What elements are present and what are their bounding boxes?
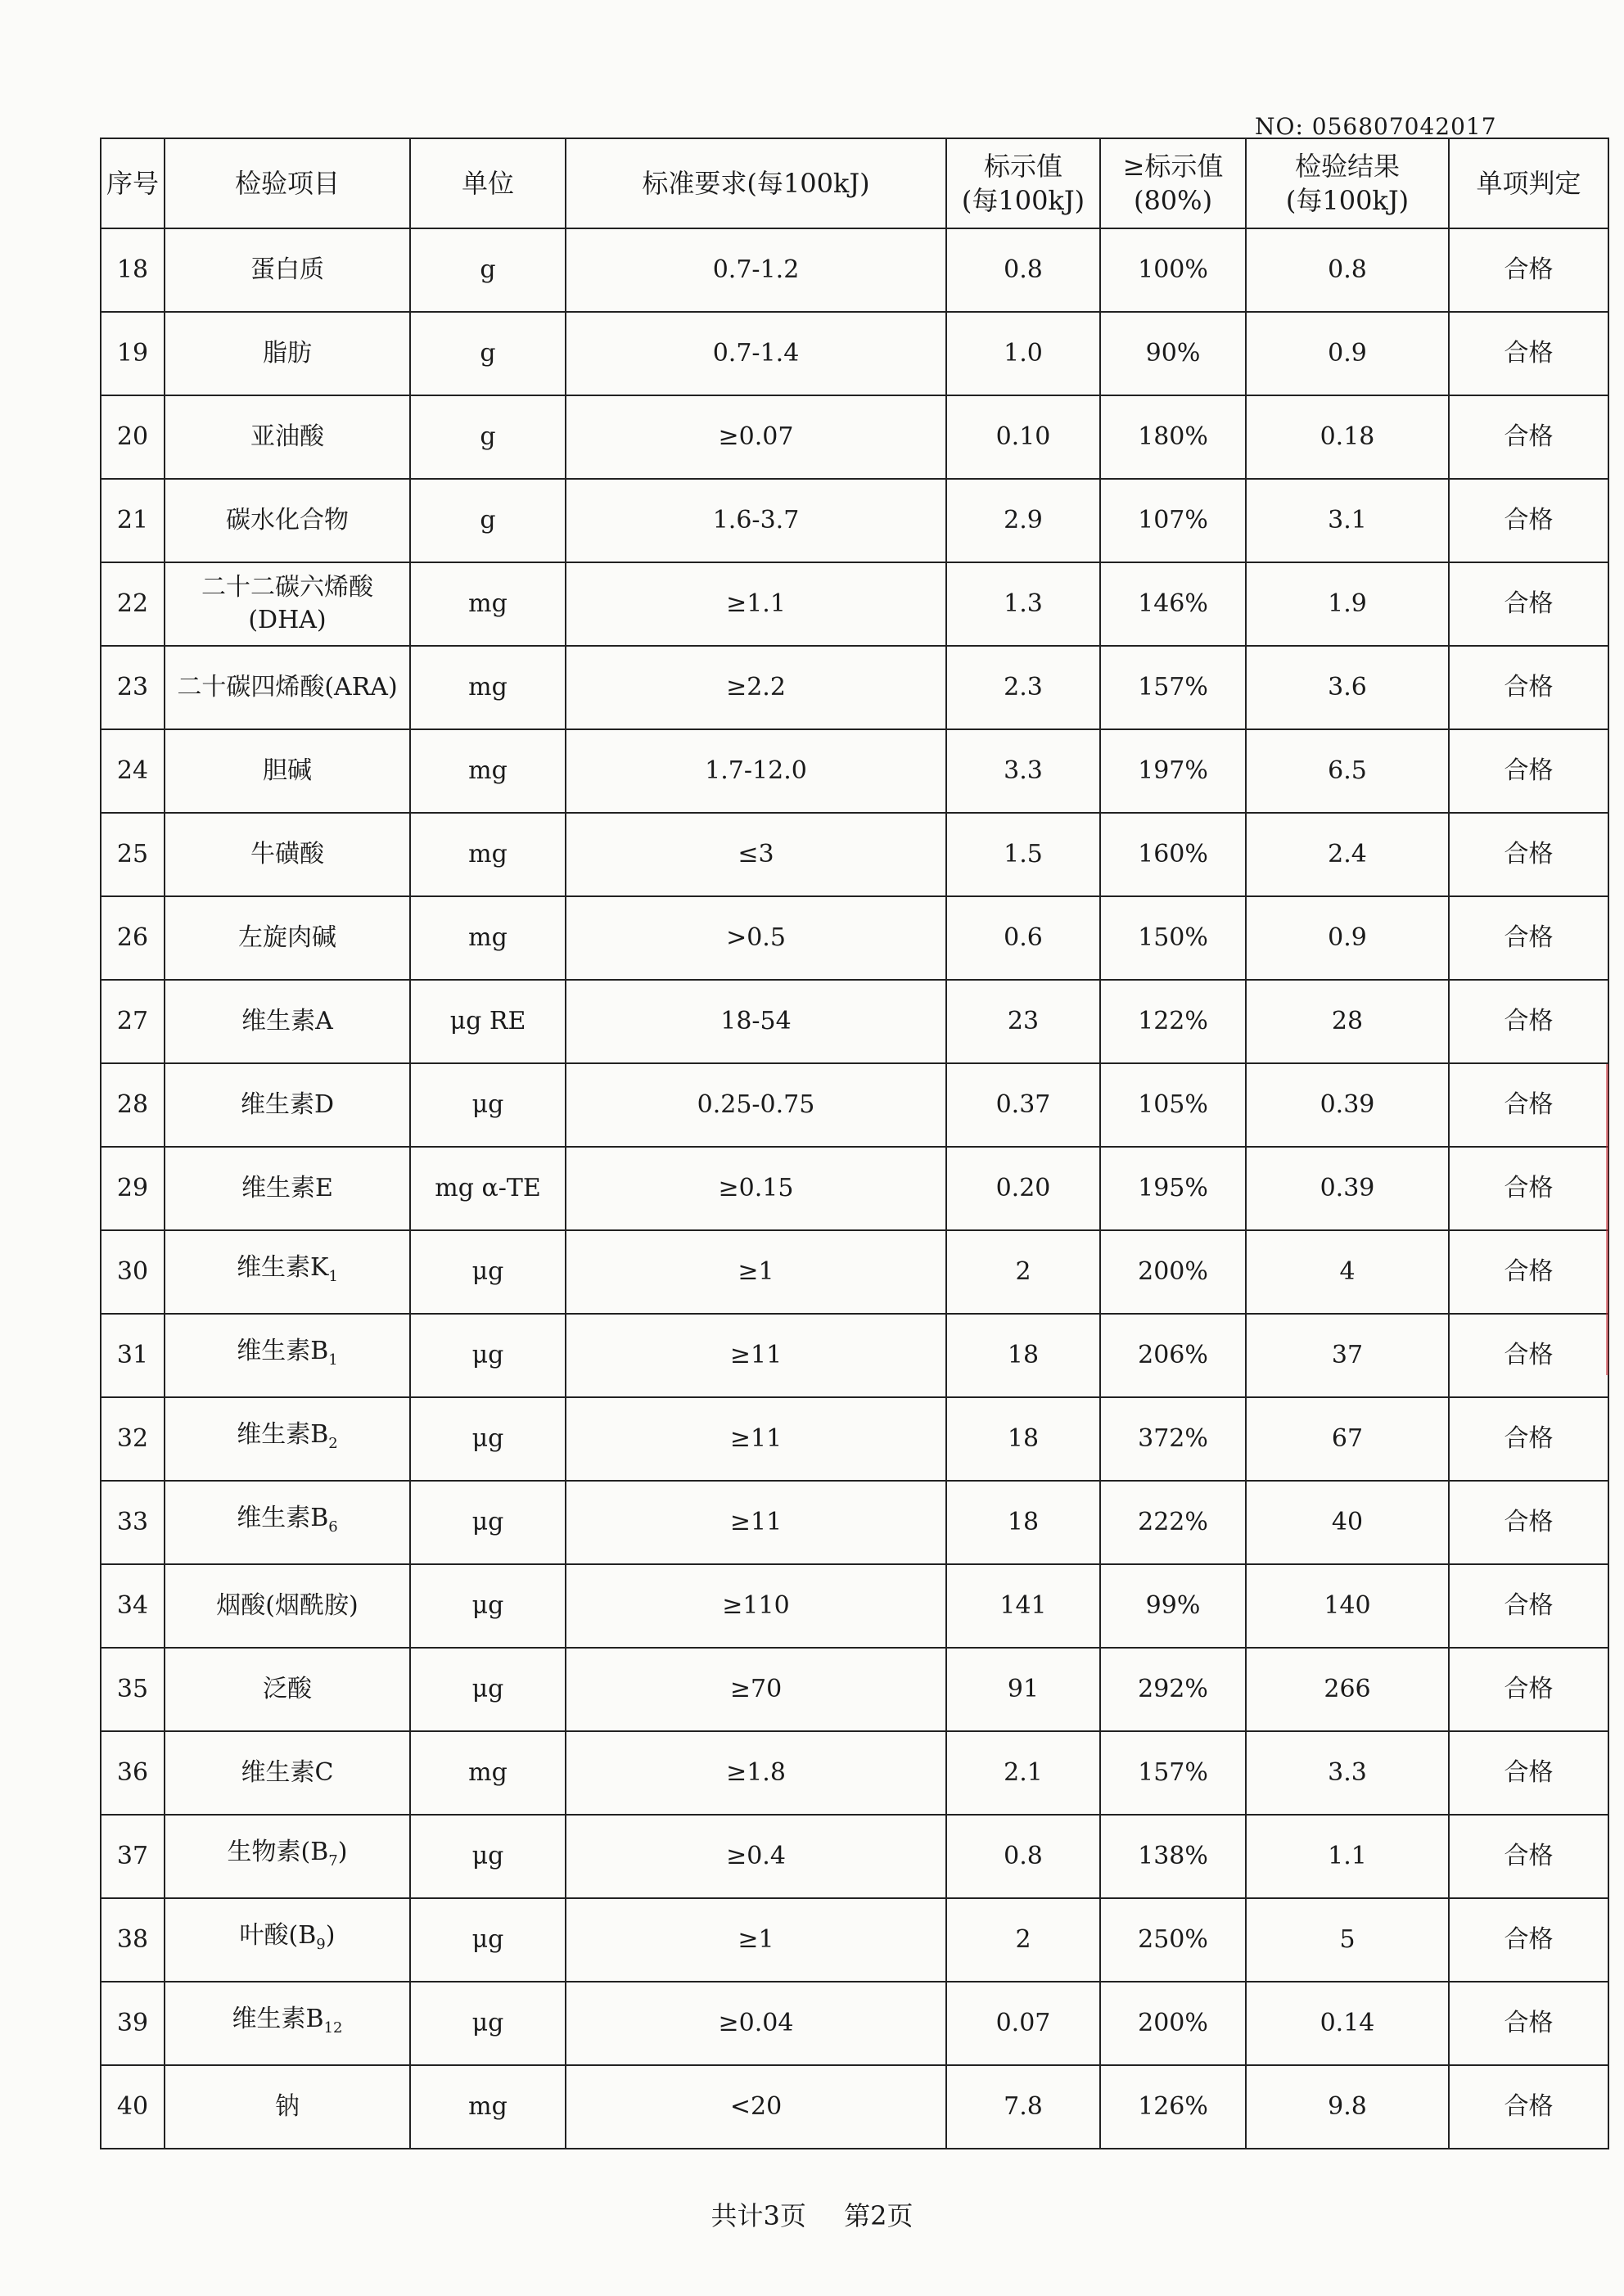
item-name: 维生素K <box>237 1252 329 1282</box>
cell-labeled-value: 3.3 <box>946 729 1100 813</box>
cell-result: 5 <box>1246 1898 1449 1982</box>
cell-standard: >0.5 <box>566 896 946 980</box>
cell-item <box>165 562 410 646</box>
cell-verdict: 合格 <box>1449 1731 1608 1815</box>
cell-standard: ≥1 <box>566 1898 946 1982</box>
item-name: 泛酸 <box>263 1675 312 1703</box>
cell-unit: μg <box>410 1063 566 1147</box>
table-row <box>101 729 1608 813</box>
header-standard: 标准要求(每100kJ) <box>566 138 946 228</box>
cell-standard: ≥11 <box>566 1397 946 1481</box>
cell-labeled-value: 18 <box>946 1314 1100 1397</box>
cell-seq: 33 <box>101 1481 165 1564</box>
item-name: 维生素B <box>237 1503 329 1532</box>
cell-seq: 30 <box>101 1230 165 1314</box>
cell-labeled-value: 0.20 <box>946 1147 1100 1230</box>
cell-ge-labeled-pct: 197% <box>1100 729 1246 813</box>
header-ge-labeled-line1: ≥标示值 <box>1122 151 1224 182</box>
header-seq: 序号 <box>101 138 165 228</box>
cell-verdict: 合格 <box>1449 813 1608 896</box>
cell-item <box>165 1648 410 1731</box>
cell-seq: 20 <box>101 395 165 479</box>
cell-ge-labeled-pct: 157% <box>1100 1731 1246 1815</box>
cell-verdict: 合格 <box>1449 1898 1608 1982</box>
cell-seq: 38 <box>101 1898 165 1982</box>
table-row <box>101 228 1608 312</box>
cell-seq: 29 <box>101 1147 165 1230</box>
cell-ge-labeled-pct: 200% <box>1100 1230 1246 1314</box>
cell-ge-labeled-pct: 200% <box>1100 1982 1246 2065</box>
cell-result: 0.9 <box>1246 312 1449 395</box>
table-row <box>101 1063 1608 1147</box>
cell-unit: μg <box>410 1982 566 2065</box>
item-subscript: 1 <box>328 1267 338 1285</box>
cell-verdict: 合格 <box>1449 729 1608 813</box>
item-name: 烟酸(烟酰胺) <box>216 1591 359 1620</box>
cell-seq: 28 <box>101 1063 165 1147</box>
cell-standard: ≥110 <box>566 1564 946 1648</box>
cell-unit: μg <box>410 1648 566 1731</box>
cell-seq: 40 <box>101 2065 165 2149</box>
cell-ge-labeled-pct: 157% <box>1100 646 1246 729</box>
cell-seq: 36 <box>101 1731 165 1815</box>
cell-item <box>165 1397 410 1481</box>
cell-ge-labeled-pct: 105% <box>1100 1063 1246 1147</box>
cell-item <box>165 395 410 479</box>
cell-standard: ≥0.07 <box>566 395 946 479</box>
cell-labeled-value: 2 <box>946 1898 1100 1982</box>
table-row <box>101 2065 1608 2149</box>
item-name: 叶酸(B <box>239 1920 317 1950</box>
inspection-table <box>100 138 1609 2149</box>
cell-labeled-value: 7.8 <box>946 2065 1100 2149</box>
item-name: 维生素E <box>241 1174 333 1202</box>
cell-verdict: 合格 <box>1449 1397 1608 1481</box>
cell-standard: ≥1 <box>566 1230 946 1314</box>
header-labeled-line1: 标示值 <box>983 151 1062 182</box>
cell-standard: ≥0.04 <box>566 1982 946 2065</box>
cell-labeled-value: 0.37 <box>946 1063 1100 1147</box>
cell-item <box>165 1314 410 1397</box>
cell-labeled-value: 1.5 <box>946 813 1100 896</box>
table-row <box>101 1982 1608 2065</box>
item-subscript: 1 <box>328 1351 338 1369</box>
cell-verdict: 合格 <box>1449 562 1608 646</box>
cell-item <box>165 1815 410 1898</box>
cell-result: 2.4 <box>1246 813 1449 896</box>
cell-seq: 39 <box>101 1982 165 2065</box>
cell-labeled-value: 2.3 <box>946 646 1100 729</box>
cell-result: 1.1 <box>1246 1815 1449 1898</box>
cell-item <box>165 1230 410 1314</box>
header-verdict: 单项判定 <box>1449 138 1608 228</box>
cell-seq: 22 <box>101 562 165 646</box>
cell-result: 3.1 <box>1246 479 1449 562</box>
cell-standard: ≥11 <box>566 1314 946 1397</box>
cell-result: 0.8 <box>1246 228 1449 312</box>
table-row <box>101 1397 1608 1481</box>
page-footer <box>0 2195 1624 2233</box>
table-body <box>101 228 1608 2149</box>
cell-item <box>165 646 410 729</box>
cell-verdict: 合格 <box>1449 980 1608 1063</box>
cell-unit: μg <box>410 1314 566 1397</box>
cell-result: 6.5 <box>1246 729 1449 813</box>
cell-result: 3.6 <box>1246 646 1449 729</box>
cell-unit: mg <box>410 562 566 646</box>
cell-item <box>165 1147 410 1230</box>
cell-labeled-value: 1.3 <box>946 562 1100 646</box>
cell-standard: 1.6-3.7 <box>566 479 946 562</box>
total-pages: 共计3页 <box>710 2200 806 2231</box>
cell-standard: ≥1.8 <box>566 1731 946 1815</box>
cell-unit: g <box>410 395 566 479</box>
cell-ge-labeled-pct: 180% <box>1100 395 1246 479</box>
cell-item <box>165 1481 410 1564</box>
cell-labeled-value: 2 <box>946 1230 1100 1314</box>
cell-item <box>165 729 410 813</box>
cell-result: 28 <box>1246 980 1449 1063</box>
cell-seq: 31 <box>101 1314 165 1397</box>
cell-standard: ≥11 <box>566 1481 946 1564</box>
cell-unit: μg <box>410 1564 566 1648</box>
cell-standard: ≥0.4 <box>566 1815 946 1898</box>
cell-result: 1.9 <box>1246 562 1449 646</box>
cell-labeled-value: 0.8 <box>946 228 1100 312</box>
cell-standard: 18-54 <box>566 980 946 1063</box>
cell-labeled-value: 0.6 <box>946 896 1100 980</box>
table-row <box>101 312 1608 395</box>
cell-result: 3.3 <box>1246 1731 1449 1815</box>
table-row <box>101 1564 1608 1648</box>
cell-ge-labeled-pct: 107% <box>1100 479 1246 562</box>
item-name: 维生素C <box>241 1758 334 1787</box>
seal-edge-mark <box>1606 1064 1624 1375</box>
cell-item <box>165 479 410 562</box>
table-row <box>101 1731 1608 1815</box>
cell-unit: μg <box>410 1230 566 1314</box>
cell-result: 0.14 <box>1246 1982 1449 2065</box>
cell-standard: ≥1.1 <box>566 562 946 646</box>
item-subscript: 12 <box>323 2019 343 2037</box>
cell-item <box>165 1564 410 1648</box>
header-unit: 单位 <box>410 138 566 228</box>
cell-seq: 34 <box>101 1564 165 1648</box>
table-row <box>101 1230 1608 1314</box>
cell-unit: mg α-TE <box>410 1147 566 1230</box>
cell-standard: ≥2.2 <box>566 646 946 729</box>
cell-verdict: 合格 <box>1449 1314 1608 1397</box>
cell-ge-labeled-pct: 150% <box>1100 896 1246 980</box>
item-name: 牛磺酸 <box>250 840 324 868</box>
cell-labeled-value: 18 <box>946 1481 1100 1564</box>
cell-item <box>165 896 410 980</box>
cell-labeled-value: 91 <box>946 1648 1100 1731</box>
cell-standard: 0.25-0.75 <box>566 1063 946 1147</box>
header-ge-labeled <box>1100 138 1246 228</box>
cell-standard: 0.7-1.2 <box>566 228 946 312</box>
cell-seq: 37 <box>101 1815 165 1898</box>
item-subscript: 7 <box>328 1852 338 1870</box>
cell-ge-labeled-pct: 90% <box>1100 312 1246 395</box>
cell-result: 266 <box>1246 1648 1449 1731</box>
cell-ge-labeled-pct: 99% <box>1100 1564 1246 1648</box>
cell-item <box>165 228 410 312</box>
item-name: 生物素(B <box>227 1837 329 1866</box>
cell-result: 0.18 <box>1246 395 1449 479</box>
table-header <box>101 138 1608 228</box>
cell-labeled-value: 0.07 <box>946 1982 1100 2065</box>
cell-labeled-value: 141 <box>946 1564 1100 1648</box>
cell-unit: mg <box>410 729 566 813</box>
cell-result: 140 <box>1246 1564 1449 1648</box>
cell-result: 0.39 <box>1246 1063 1449 1147</box>
cell-unit: g <box>410 479 566 562</box>
cell-ge-labeled-pct: 100% <box>1100 228 1246 312</box>
cell-verdict: 合格 <box>1449 479 1608 562</box>
item-name: 脂肪 <box>263 339 312 368</box>
cell-verdict: 合格 <box>1449 1147 1608 1230</box>
cell-unit: μg <box>410 1397 566 1481</box>
cell-seq: 24 <box>101 729 165 813</box>
table-row <box>101 1898 1608 1982</box>
cell-item <box>165 1731 410 1815</box>
cell-result: 0.9 <box>1246 896 1449 980</box>
table-row <box>101 395 1608 479</box>
table-row <box>101 1648 1608 1731</box>
item-name: 胆碱 <box>263 756 312 785</box>
cell-item <box>165 813 410 896</box>
cell-item <box>165 1898 410 1982</box>
cell-item <box>165 2065 410 2149</box>
report-number: NO: 056807042017 <box>1255 113 1497 140</box>
header-result-line1: 检验结果 <box>1294 151 1400 182</box>
cell-item <box>165 980 410 1063</box>
cell-standard: ≥70 <box>566 1648 946 1731</box>
item-name: 维生素A <box>241 1007 333 1035</box>
table-row <box>101 896 1608 980</box>
cell-ge-labeled-pct: 250% <box>1100 1898 1246 1982</box>
cell-seq: 32 <box>101 1397 165 1481</box>
item-name: 二十碳四烯酸(ARA) <box>177 673 398 701</box>
item-suffix: ) <box>337 1837 348 1866</box>
cell-standard: 1.7-12.0 <box>566 729 946 813</box>
cell-verdict: 合格 <box>1449 1063 1608 1147</box>
table-row <box>101 1147 1608 1230</box>
item-subscript: 2 <box>328 1434 338 1452</box>
cell-seq: 19 <box>101 312 165 395</box>
item-name: 维生素B <box>232 2004 324 2033</box>
cell-seq: 21 <box>101 479 165 562</box>
cell-verdict: 合格 <box>1449 312 1608 395</box>
cell-labeled-value: 2.9 <box>946 479 1100 562</box>
cell-unit: mg <box>410 646 566 729</box>
cell-item <box>165 1063 410 1147</box>
cell-item <box>165 312 410 395</box>
cell-ge-labeled-pct: 160% <box>1100 813 1246 896</box>
table-row <box>101 1815 1608 1898</box>
cell-labeled-value: 0.10 <box>946 395 1100 479</box>
table-row <box>101 813 1608 896</box>
cell-unit: mg <box>410 2065 566 2149</box>
header-labeled-value <box>946 138 1100 228</box>
cell-labeled-value: 0.8 <box>946 1815 1100 1898</box>
cell-item <box>165 1982 410 2065</box>
cell-verdict: 合格 <box>1449 228 1608 312</box>
cell-seq: 35 <box>101 1648 165 1731</box>
item-subscript: 6 <box>328 1518 338 1536</box>
cell-verdict: 合格 <box>1449 1815 1608 1898</box>
cell-verdict: 合格 <box>1449 1481 1608 1564</box>
cell-ge-labeled-pct: 372% <box>1100 1397 1246 1481</box>
table-row <box>101 562 1608 646</box>
cell-unit: μg <box>410 1481 566 1564</box>
cell-result: 67 <box>1246 1397 1449 1481</box>
item-name: 维生素B <box>237 1419 329 1449</box>
cell-seq: 18 <box>101 228 165 312</box>
cell-unit: μg <box>410 1815 566 1898</box>
header-labeled-line2: (每100kJ) <box>961 185 1085 216</box>
cell-ge-labeled-pct: 126% <box>1100 2065 1246 2149</box>
cell-standard: <20 <box>566 2065 946 2149</box>
cell-ge-labeled-pct: 206% <box>1100 1314 1246 1397</box>
cell-labeled-value: 1.0 <box>946 312 1100 395</box>
table-row <box>101 479 1608 562</box>
cell-verdict: 合格 <box>1449 1230 1608 1314</box>
cell-result: 0.39 <box>1246 1147 1449 1230</box>
cell-standard: 0.7-1.4 <box>566 312 946 395</box>
cell-result: 37 <box>1246 1314 1449 1397</box>
cell-unit: μg <box>410 1898 566 1982</box>
cell-result: 40 <box>1246 1481 1449 1564</box>
item-name: 左旋肉碱 <box>238 923 336 952</box>
cell-ge-labeled-pct: 195% <box>1100 1147 1246 1230</box>
item-name: 钠 <box>275 2092 300 2121</box>
header-result <box>1246 138 1449 228</box>
cell-unit: g <box>410 312 566 395</box>
header-result-line2: (每100kJ) <box>1285 185 1410 216</box>
item-name: 二十二碳六烯酸 <box>201 573 373 602</box>
cell-standard: ≥0.15 <box>566 1147 946 1230</box>
item-name: 碳水化合物 <box>226 506 349 535</box>
cell-labeled-value: 2.1 <box>946 1731 1100 1815</box>
item-name: 亚油酸 <box>250 422 324 451</box>
cell-ge-labeled-pct: 122% <box>1100 980 1246 1063</box>
cell-result: 9.8 <box>1246 2065 1449 2149</box>
cell-unit: mg <box>410 813 566 896</box>
cell-unit: μg RE <box>410 980 566 1063</box>
item-subscript: 9 <box>316 1935 326 1953</box>
header-item: 检验项目 <box>165 138 410 228</box>
item-name-line2: (DHA) <box>248 606 327 634</box>
cell-labeled-value: 18 <box>946 1397 1100 1481</box>
cell-seq: 26 <box>101 896 165 980</box>
cell-unit: mg <box>410 896 566 980</box>
item-name: 蛋白质 <box>250 255 324 284</box>
cell-unit: mg <box>410 1731 566 1815</box>
cell-ge-labeled-pct: 138% <box>1100 1815 1246 1898</box>
cell-seq: 27 <box>101 980 165 1063</box>
cell-verdict: 合格 <box>1449 2065 1608 2149</box>
cell-verdict: 合格 <box>1449 896 1608 980</box>
cell-ge-labeled-pct: 146% <box>1100 562 1246 646</box>
cell-verdict: 合格 <box>1449 1982 1608 2065</box>
table-row <box>101 646 1608 729</box>
item-name: 维生素D <box>240 1090 335 1119</box>
table-row <box>101 980 1608 1063</box>
cell-verdict: 合格 <box>1449 646 1608 729</box>
item-suffix: ) <box>325 1920 336 1950</box>
item-name: 维生素B <box>237 1336 329 1365</box>
cell-seq: 23 <box>101 646 165 729</box>
table-row <box>101 1314 1608 1397</box>
cell-ge-labeled-pct: 222% <box>1100 1481 1246 1564</box>
header-ge-labeled-line2: (80%) <box>1133 185 1213 216</box>
cell-labeled-value: 23 <box>946 980 1100 1063</box>
cell-seq: 25 <box>101 813 165 896</box>
cell-ge-labeled-pct: 292% <box>1100 1648 1246 1731</box>
cell-verdict: 合格 <box>1449 1648 1608 1731</box>
cell-result: 4 <box>1246 1230 1449 1314</box>
cell-verdict: 合格 <box>1449 1564 1608 1648</box>
cell-unit: g <box>410 228 566 312</box>
cell-verdict: 合格 <box>1449 395 1608 479</box>
cell-standard: ≤3 <box>566 813 946 896</box>
table-row <box>101 1481 1608 1564</box>
current-page: 第2页 <box>844 2200 914 2231</box>
